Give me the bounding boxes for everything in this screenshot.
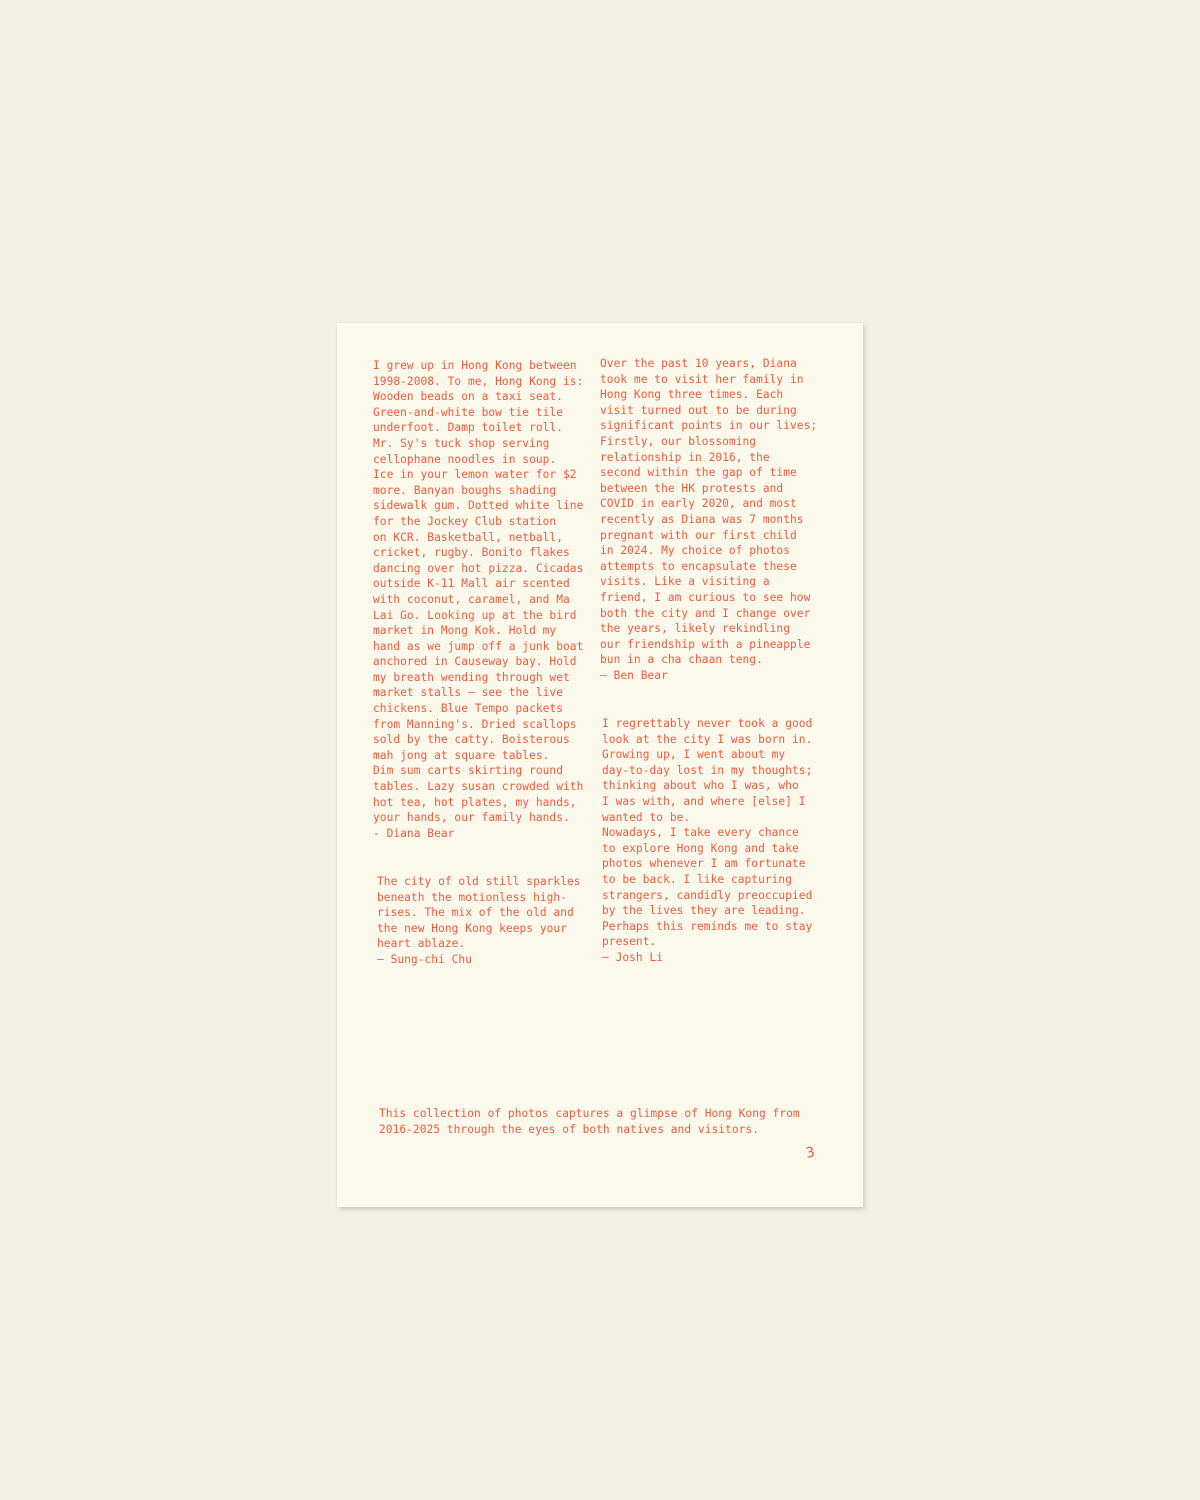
text-block-ben-bear: Over the past 10 years, Diana took me to visit her family in Hong Kong three times. Each visit turned out to be during significant points in our lives; Firstly, our blossoming relationship in 2016, the second within the gap of time between the HK protests and COVID in early 2020, and most recently as Diana was 7 months pregnant with our first child in 2024. My choice of photos attempts to encapsulate these visits. Like a visiting a friend, I am curious to see how both the city and I change over the years, likely rekindling our friendship with a pineapple bun in a cha chaan teng. — Ben Bear — [600, 357, 818, 682]
paper-sheet — [337, 323, 863, 1207]
text-block-diana-bear: I grew up in Hong Kong between 1998-2008. To me, Hong Kong is: Wooden beads on a taxi seat. Green-and-white bow tie tile underfoot. Damp toilet roll. Mr. Sy's tuck shop serving cellophane noodles in soup. Ice in your lemon water for $2 more. Banyan boughs shading sidewalk gum. Dotted white line for the Jockey Club station on KCR. Basketball, netball, cricket, rugby. Bonito flakes dancing over hot pizza. Cicadas outside K-11 Mall air scented with coconut, caramel, and Ma Lai Go. Looking up at the bird market in Mong Kok. Hold my hand as we jump off a junk boat anchored in Causeway bay. Hold my breath wending through wet market stalls — see the live chickens. Blue Tempo packets from Manning's. Dried scallops sold by the catty. Boisterous mah jong at square tables. Dim sum carts skirting round tables. Lazy susan crowded with hot tea, hot plates, my hands, your hands, our family hands. - Diana Bear — [373, 359, 584, 840]
text-block-sung-chi-chu: The city of old still sparkles beneath the motionless high- rises. The mix of the old and the new Hong Kong keeps your heart ablaze. — Sung-chi Chu — [377, 875, 581, 966]
collection-note: This collection of photos captures a glimpse of Hong Kong from 2016-2025 through the eyes of both natives and visitors. — [379, 1107, 800, 1136]
page-number: 3 — [804, 1144, 817, 1162]
text-block-josh-li: I regrettably never took a good look at the city I was born in. Growing up, I went about my day-to-day lost in my thoughts; thinking about who I was, who I was with, and where [else] I wanted to be. Nowadays, I take every chance to explore Hong Kong and take photos whenever I am fortunate to be back. I like capturing strangers, candidly preoccupied by the lives they are leading. Perhaps this reminds me to stay present. — Josh Li — [602, 717, 813, 964]
